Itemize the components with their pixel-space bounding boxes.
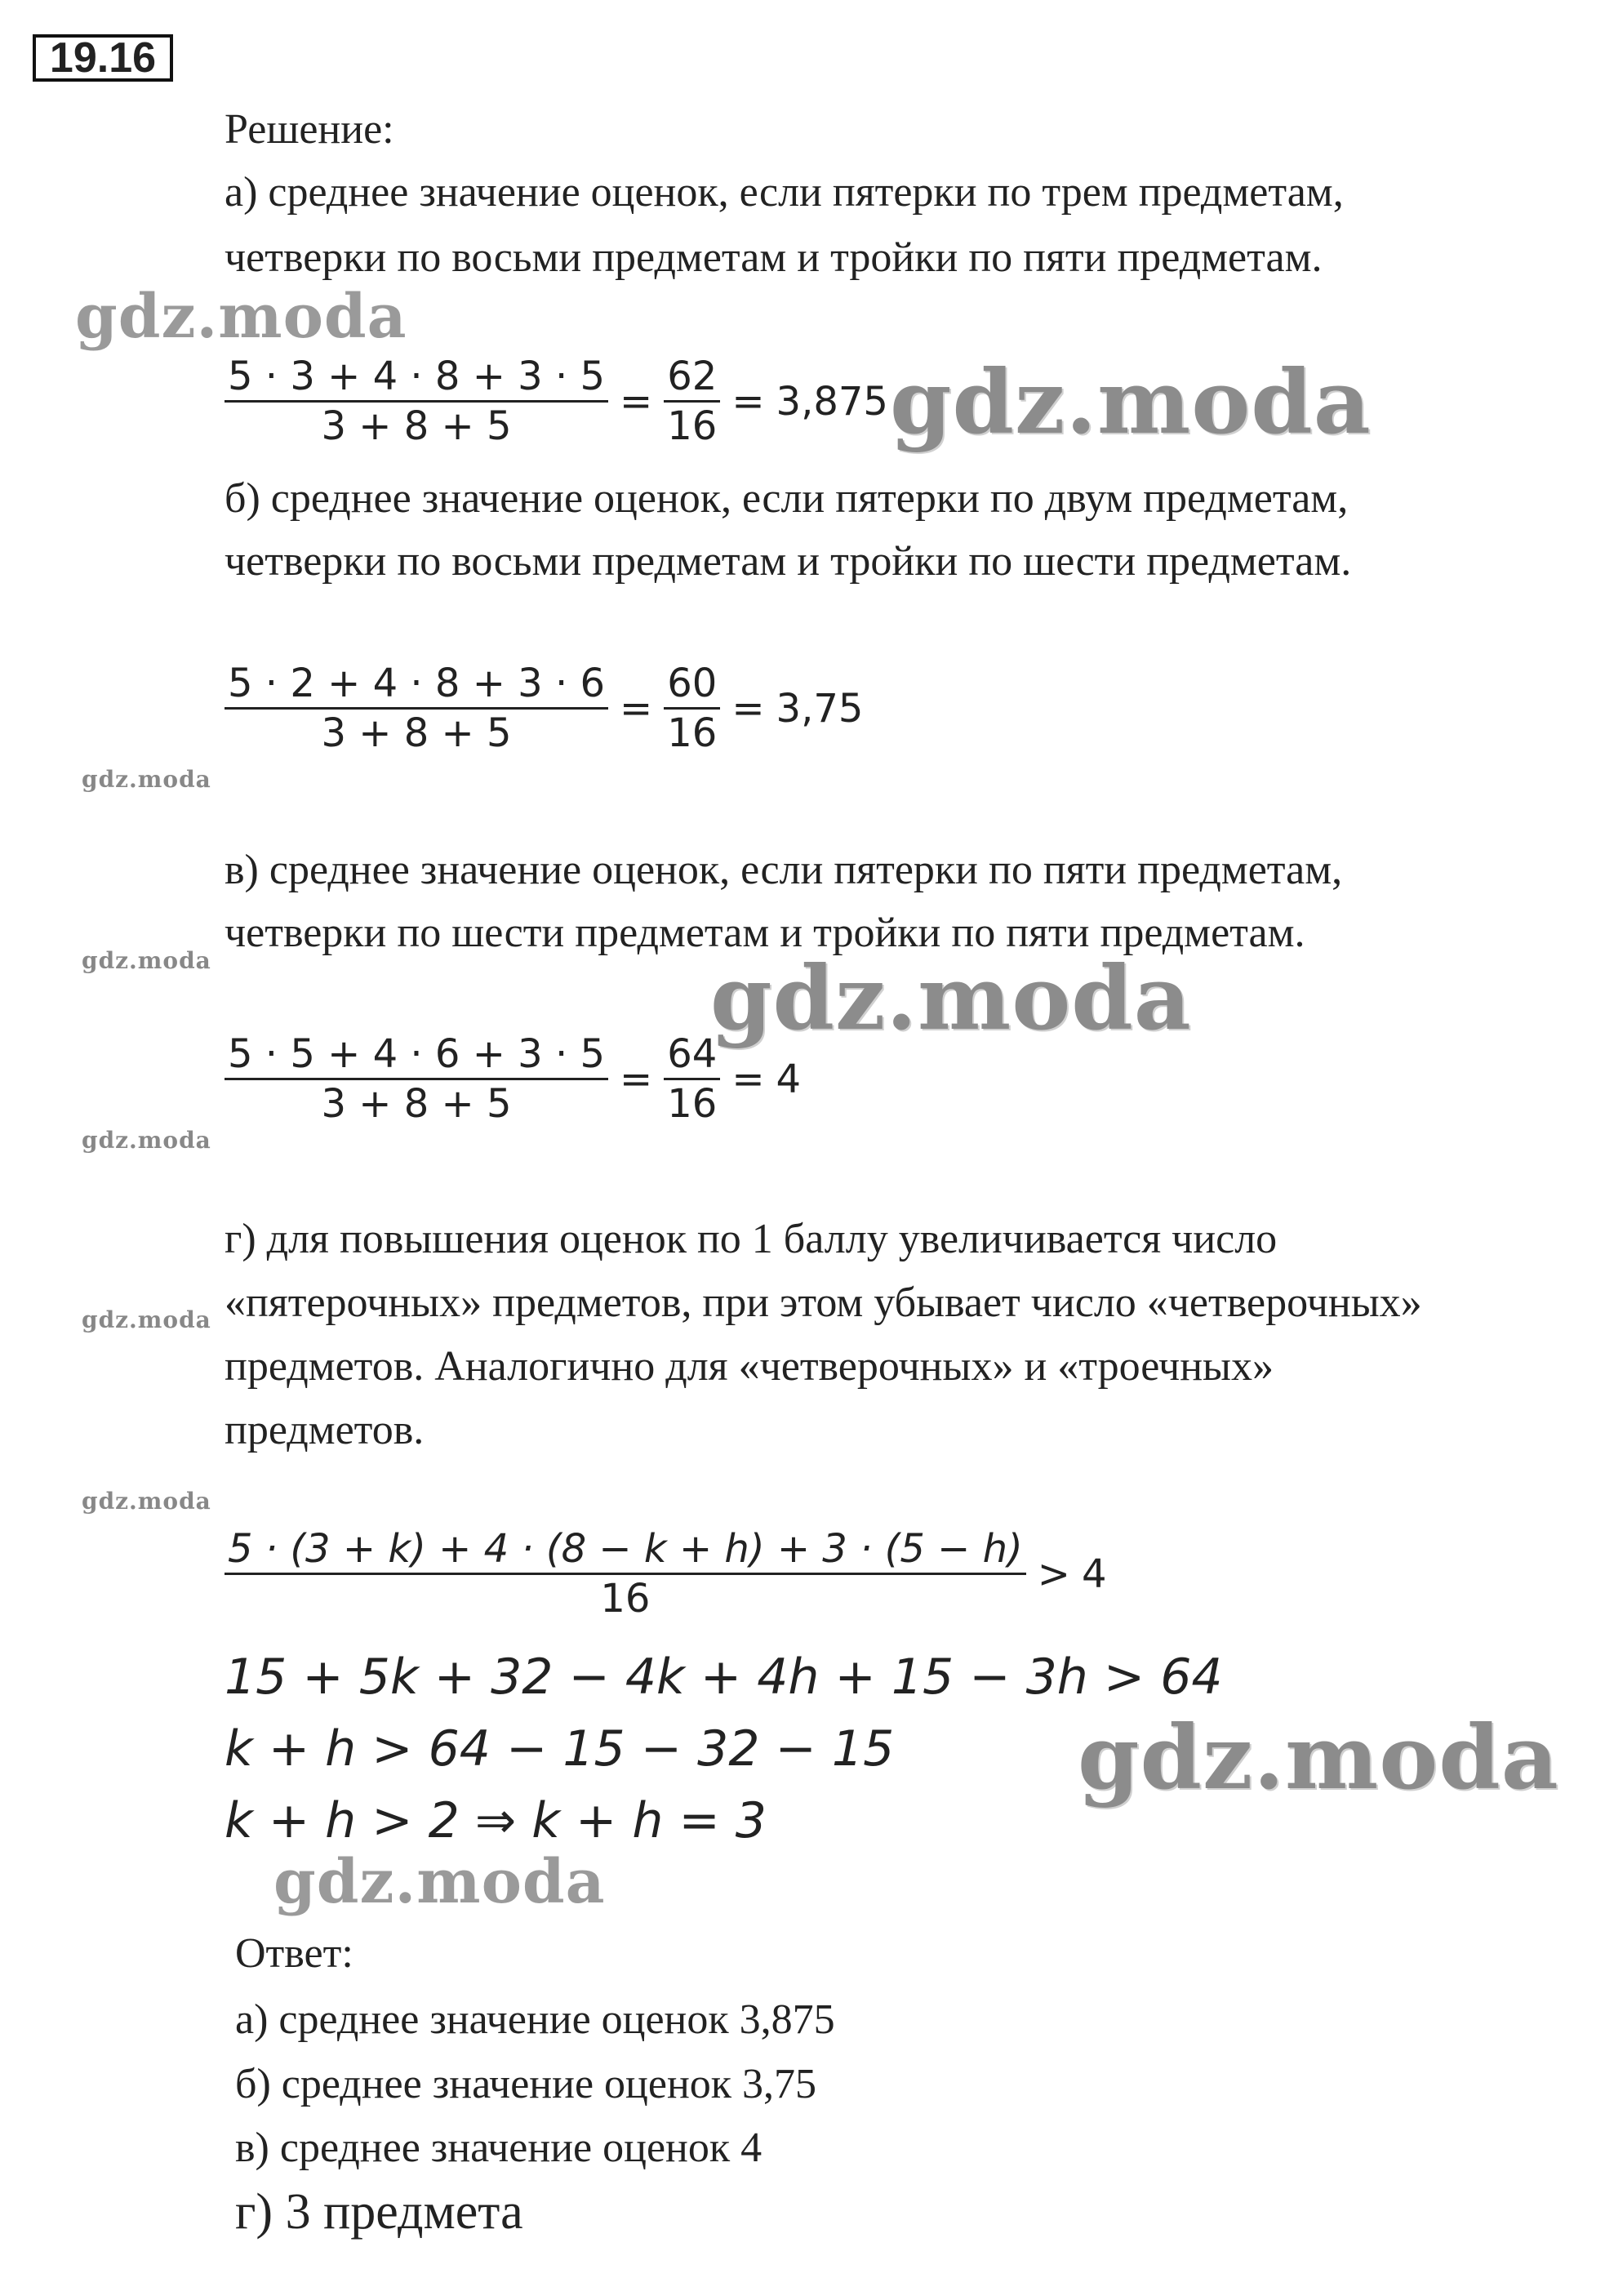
part-a-simple-fraction — [664, 353, 720, 450]
part-c-text-line2: четверки по шести предметам и тройки по пяти предметам. — [225, 910, 1305, 956]
part-b-equation — [225, 660, 863, 757]
part-d-line3: k + h > 2 ⇒ k + h = 3 — [225, 1792, 767, 1849]
part-c-numerator: 5 · 5 + 4 · 6 + 3 · 5 — [228, 1031, 606, 1077]
watermark: gdz.moda — [82, 1306, 211, 1333]
watermark: gdz.moda — [82, 947, 211, 974]
part-c-frac-den: 16 — [667, 1081, 718, 1127]
equals-sign: = — [620, 378, 653, 425]
equals-sign: = — [620, 685, 653, 732]
part-d-fraction — [225, 1525, 1026, 1622]
part-a-result: 3,875 — [776, 378, 888, 425]
part-d-line2: k + h > 64 − 15 − 32 − 15 — [225, 1720, 895, 1778]
part-d-inequality — [225, 1525, 1107, 1622]
part-a-frac-num: 62 — [667, 354, 718, 399]
watermark: gdz.moda — [82, 766, 211, 793]
watermark: gdz.moda — [82, 1488, 211, 1515]
part-b-numerator: 5 · 2 + 4 · 8 + 3 · 6 — [228, 661, 606, 706]
part-d-text-line3: предметов. Аналогично для «четверочных» и «троечных» — [225, 1343, 1274, 1390]
part-c-fraction — [225, 1030, 608, 1128]
part-d-denominator: 16 — [600, 1576, 651, 1622]
watermark: gdz.moda — [82, 1127, 211, 1154]
answer-a: а) среднее значение оценок 3,875 — [235, 1996, 835, 2043]
part-a-denominator: 3 + 8 + 5 — [321, 403, 512, 449]
solution-heading: Решение: — [225, 106, 394, 153]
part-c-text-line1: в) среднее значение оценок, если пятерки по пяти предметам, — [225, 847, 1343, 893]
part-d-text-line4: предметов. — [225, 1407, 425, 1453]
watermark: gdz.moda — [890, 351, 1372, 454]
part-c-frac-num: 64 — [667, 1031, 718, 1077]
part-d-inequality-rhs: 4 — [1081, 1551, 1107, 1597]
part-d-text-line1: г) для повышения оценок по 1 баллу увеличивается число — [225, 1216, 1278, 1262]
part-c-denominator: 3 + 8 + 5 — [321, 1081, 512, 1127]
part-d-text-line2: «пятерочных» предметов, при этом убывает число «четверочных» — [225, 1279, 1422, 1326]
part-b-text-line2: четверки по восьми предметам и тройки по шести предметам. — [225, 538, 1352, 585]
answer-d: г) 3 предмета — [235, 2184, 523, 2240]
answer-b: б) среднее значение оценок 3,75 — [235, 2061, 817, 2107]
part-b-denominator: 3 + 8 + 5 — [321, 710, 512, 756]
part-c-result: 4 — [776, 1056, 802, 1102]
watermark: gdz.moda — [273, 1847, 606, 1917]
part-d-numerator: 5 · (3 + k) + 4 · (8 − k + h) + 3 · (5 − h) — [228, 1526, 1023, 1572]
watermark: gdz.moda — [1078, 1706, 1559, 1809]
equals-sign: = — [620, 1056, 653, 1102]
part-a-text-line2: четверки по восьми предметам и тройки по пяти предметам. — [225, 234, 1323, 281]
part-a-text-line1: а) среднее значение оценок, если пятерки по трем предметам, — [225, 169, 1344, 216]
part-b-frac-den: 16 — [667, 710, 718, 756]
part-b-text-line1: б) среднее значение оценок, если пятерки по двум предметам, — [225, 475, 1349, 522]
part-a-equation — [225, 353, 888, 450]
part-a-numerator: 5 · 3 + 4 · 8 + 3 · 5 — [228, 354, 606, 399]
part-b-frac-num: 60 — [667, 661, 718, 706]
part-b-result: 3,75 — [776, 685, 864, 732]
greater-than-sign: > — [1037, 1551, 1070, 1597]
watermark: gdz.moda — [75, 282, 407, 352]
watermark: gdz.moda — [710, 947, 1192, 1050]
problem-number: 19.16 — [33, 34, 173, 82]
answer-c: в) среднее значение оценок 4 — [235, 2125, 763, 2171]
equals-sign: = — [731, 378, 765, 425]
part-b-fraction — [225, 660, 608, 757]
part-d-line1: 15 + 5k + 32 − 4k + 4h + 15 − 3h > 64 — [225, 1649, 1223, 1706]
equals-sign: = — [731, 685, 765, 732]
equals-sign: = — [731, 1056, 765, 1102]
part-a-frac-den: 16 — [667, 403, 718, 449]
part-a-fraction — [225, 353, 608, 450]
answer-heading: Ответ: — [235, 1930, 353, 1977]
part-b-simple-fraction — [664, 660, 720, 757]
